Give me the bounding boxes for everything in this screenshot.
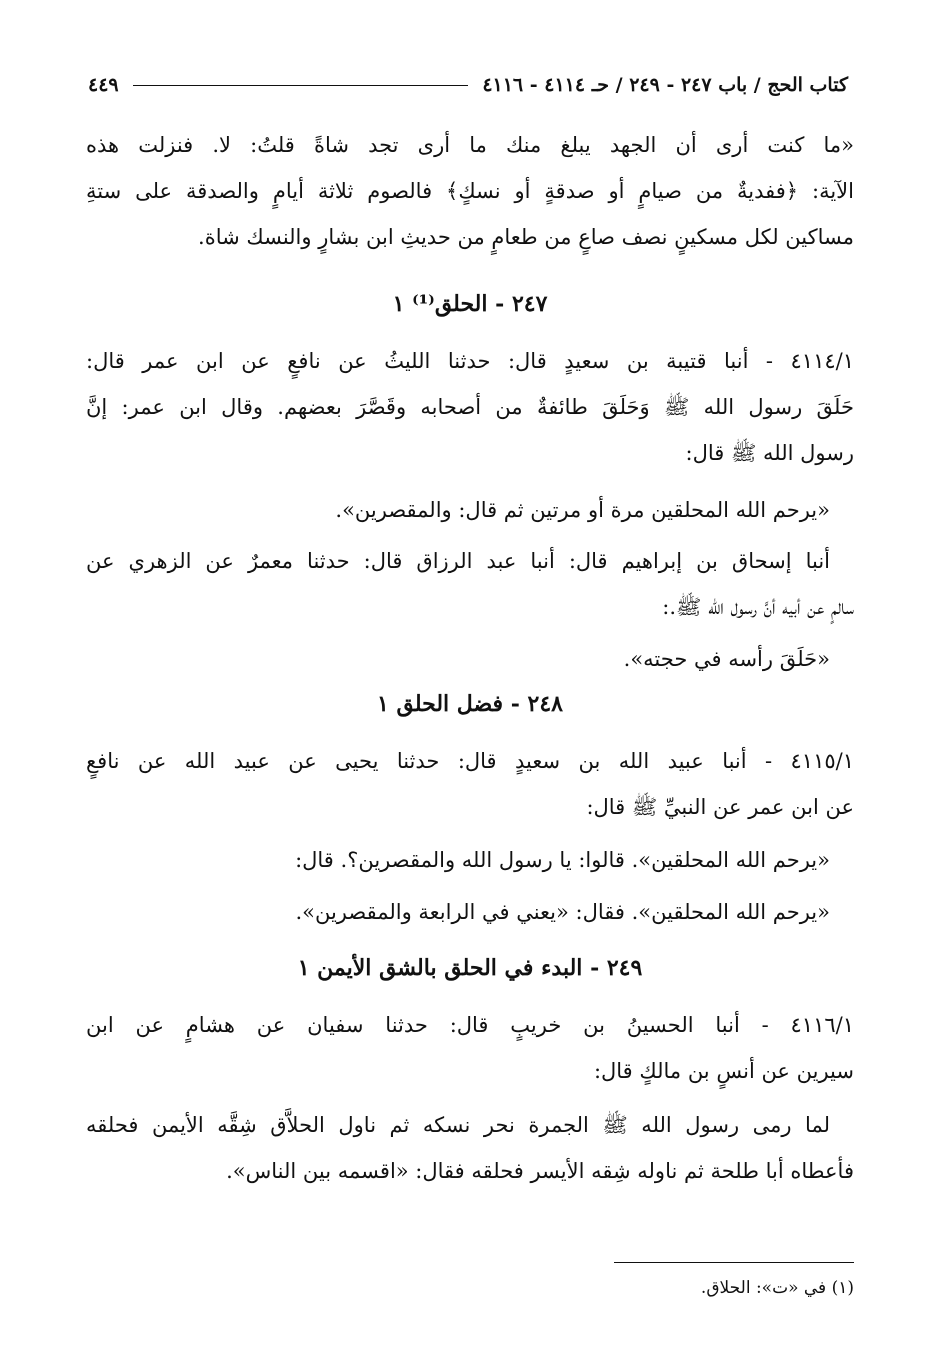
hadith-4115-quote-1: «يرحم الله المحلقين». قالوا: يا رسول الله والمقصرين؟. قال:	[295, 848, 830, 872]
section-249-heading: ٢٤٩ - البدء في الحلق بالشق الأيمن ١	[297, 955, 643, 981]
page-number: ٤٤٩	[88, 74, 119, 96]
header-title: كتاب الحج / باب ٢٤٧ - ٢٤٩ / حـ ٤١١٤ - ٤١١٦	[482, 74, 848, 96]
intro-line-3: مساكين لكل مسكينٍ نصف صاعٍ من طعامٍ من حديثِ ابن بشارٍ والنسك شاة.	[198, 225, 854, 249]
hadith-4114b-line-2: سالمٍ عن أبيه أنَّ رسول الله ﷺ.:	[662, 595, 854, 619]
running-header	[88, 70, 848, 100]
hadith-4114-line-1: ٤١١٤/١ - أنبا قتيبة بن سعيدٍ قال: حدثنا الليثُ عن نافعٍ عن ابن عمر قال:	[86, 349, 854, 373]
section-248-heading: ٢٤٨ - فضل الحلق ١	[377, 691, 563, 717]
hadith-4114b-quote: «حَلَقَ رأسه في حجته».	[623, 647, 830, 671]
intro-line-2: الآية: ﴿ففديةٌ من صيامٍ أو صدقةٍ أو نسكٍ﴾ فالصوم ثلاثة أيامٍ والصدقة على ستةِ	[86, 179, 854, 203]
hadith-4114-quote: «يرحم الله المحلقين مرة أو مرتين ثم قال: والمقصرين».	[335, 498, 830, 522]
hadith-4116-body-1: لما رمى رسول الله ﷺ الجمرة نحر نسكه ثم ناول الحلاَّق شِقَّه الأيمن فحلقه	[86, 1113, 830, 1137]
section-247-heading: ٢٤٧ - الحلق⁽¹⁾ ١	[392, 291, 548, 317]
hadith-4114-line-3: رسول الله ﷺ قال:	[685, 441, 854, 465]
hadith-4115-line-1: ٤١١٥/١ - أنبا عبيد الله بن سعيدٍ قال: حدثنا يحيى عن عبيد الله عن نافعٍ	[86, 749, 854, 773]
hadith-4116-line-1: ٤١١٦/١ - أنبا الحسينُ بن خريبٍ قال: حدثنا سفيان عن هشامٍ عن ابن	[86, 1013, 854, 1037]
hadith-4114-line-2: حَلَقَ رسول الله ﷺ وَحَلَقَ طائفةٌ من أصحابه وقَصَّرَ بعضهم. وقال ابن عمر: إنَّ	[86, 395, 854, 419]
intro-line-1: «ما كنت أرى أن الجهد يبلغ منك ما أرى تجد شاةً قلتُ: لا. فنزلت هذه	[86, 133, 854, 157]
footnote-rule	[614, 1262, 854, 1263]
header-rule	[133, 85, 469, 86]
hadith-4116-line-2: سيرين عن أنسٍ بن مالكٍ قال:	[593, 1059, 854, 1083]
hadith-4116-body-2: فأعطاه أبا طلحة ثم ناوله شِقه الأيسر فحلقه فقال: «اقسمه بين الناس».	[226, 1159, 854, 1183]
hadith-4115-line-2: عن ابن عمر عن النبيِّ ﷺ قال:	[586, 795, 854, 819]
footnote: (١) في «ت»: الحلاق.	[700, 1278, 854, 1298]
hadith-4115-quote-2: «يرحم الله المحلقين». فقال: «يعني في الرابعة والمقصرين».	[295, 900, 830, 924]
hadith-4114b-line-1: أنبا إسحاق بن إبراهيم قال: أنبا عبد الرزاق قال: حدثنا معمرٌ عن الزهري عن	[86, 549, 830, 573]
